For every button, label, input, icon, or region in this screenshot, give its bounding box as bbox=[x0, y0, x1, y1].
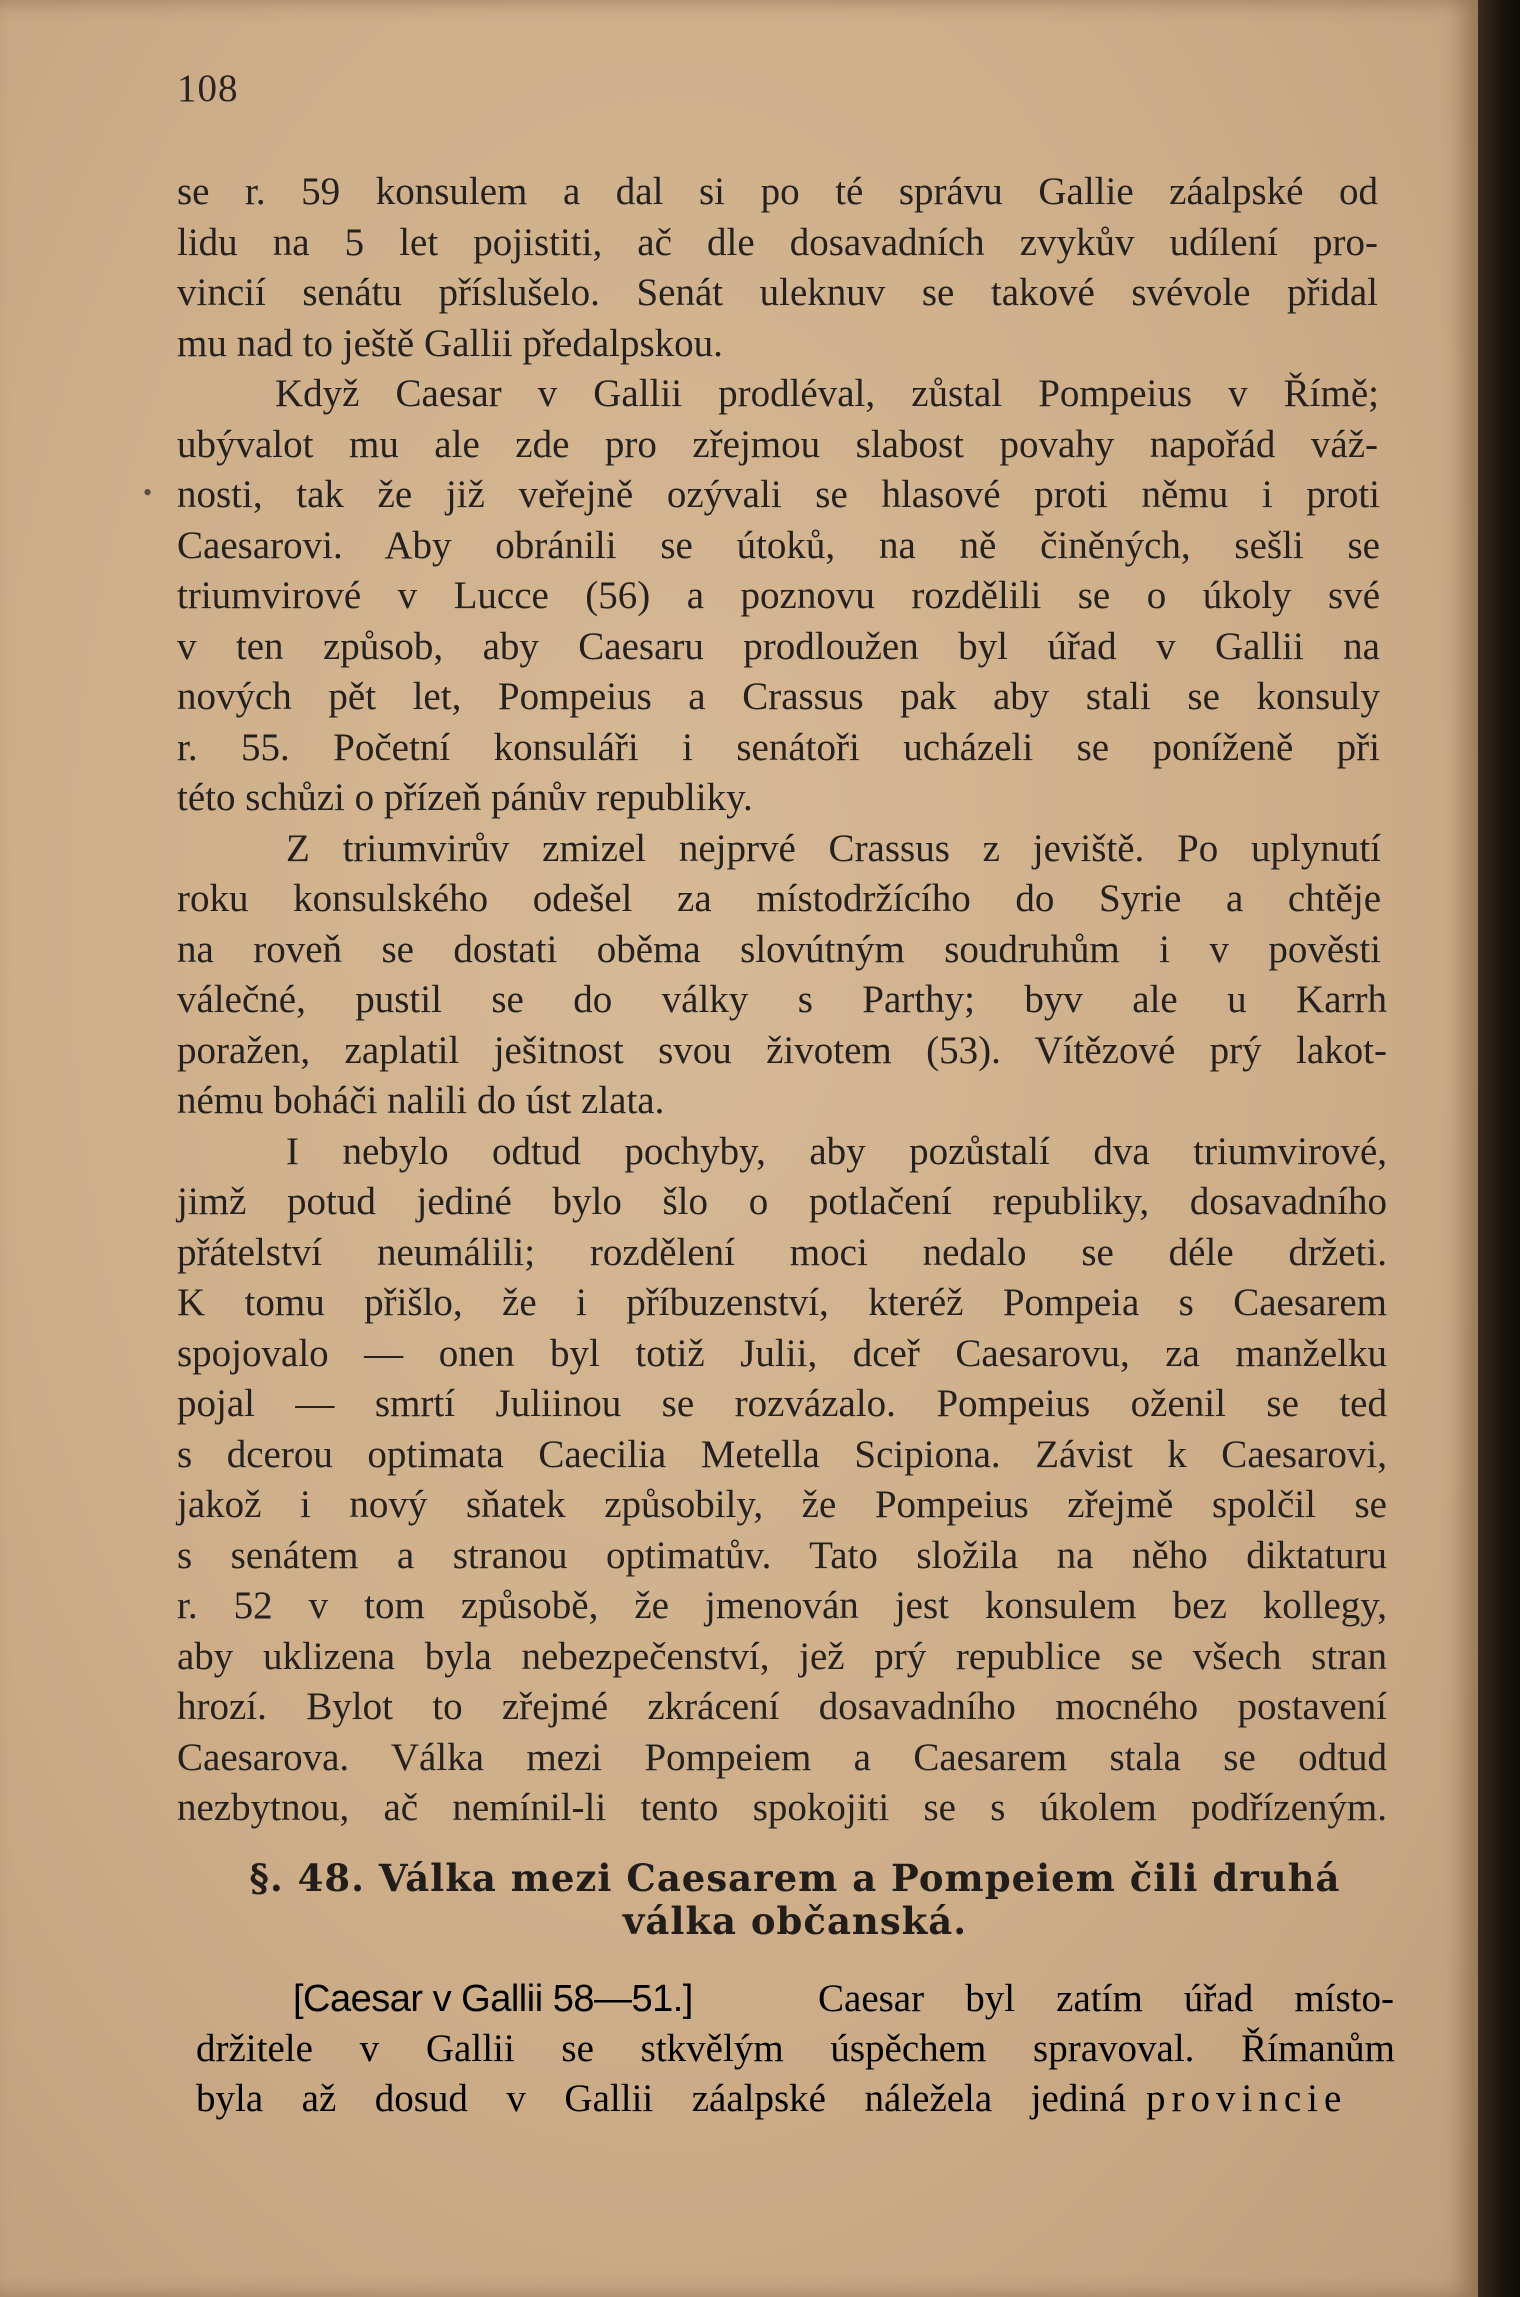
emphasized-word: provincie bbox=[1146, 2077, 1348, 2120]
text-line: triumvirové v Lucce (56) a poznovu rozdělili se o úkoly své bbox=[177, 574, 1380, 617]
text-line: ubývalot mu ale zde pro zřejmou slabost povahy napořád váž- bbox=[177, 423, 1378, 466]
text-line: spojovalo — onen byl totiž Julii, dceř Caesarovu, za manželku bbox=[177, 1332, 1387, 1375]
text-line: pojal — smrtí Juliinou se rozvázalo. Pompeius oženil se ted bbox=[177, 1382, 1387, 1425]
text-line: s senátem a stranou optimatův. Tato složila na něho diktaturu bbox=[177, 1534, 1387, 1577]
text-line: r. 52 v tom způsobě, že jmenován jest konsulem bez kollegy, bbox=[177, 1584, 1387, 1627]
text-line: Z triumvirův zmizel nejprvé Crassus z jeviště. Po uplynutí bbox=[286, 827, 1381, 870]
text-line: I nebylo odtud pochyby, aby pozůstalí dva triumvirové, bbox=[286, 1130, 1387, 1173]
text-line: nezbytnou, ač nemínil-li tento spokojiti se s úkolem podřízeným. bbox=[177, 1786, 1387, 1829]
text-line: přátelství neumálili; rozdělení moci nedalo se déle držeti. bbox=[177, 1231, 1387, 1274]
sidenote: [Caesar v Gallii 58—51.] bbox=[293, 1978, 693, 2020]
page-number: 108 bbox=[177, 67, 239, 110]
section-heading: §. 48. Válka mezi Caesarem a Pompeiem čili druhá bbox=[249, 1856, 1341, 1900]
text-line: nových pět let, Pompeius a Crassus pak aby stali se konsuly bbox=[177, 675, 1380, 718]
text-line: vincií senátu příslušelo. Senát uleknuv se takové svévole přidal bbox=[177, 271, 1378, 314]
text-line: se r. 59 konsulem a dal si po té správu Gallie záalpské od bbox=[177, 170, 1378, 213]
text-line: držitele v Gallii se stkvělým úspěchem spravoval. Římanům bbox=[196, 2027, 1395, 2070]
text-line: byla až dosud v Gallii záalpské náležela jediná bbox=[196, 2077, 1126, 2120]
text-line: jakož i nový sňatek způsobily, že Pompeius zřejmě spolčil se bbox=[177, 1483, 1387, 1526]
text-line: v ten způsob, aby Caesaru prodloužen byl úřad v Gallii na bbox=[177, 625, 1380, 668]
text-line: jimž potud jediné bylo šlo o potlačení republiky, dosavadního bbox=[177, 1180, 1387, 1223]
text-line: nosti, tak že již veřejně ozývali se hlasové proti němu i proti bbox=[177, 473, 1380, 516]
text-line: nému boháči nalili do úst zlata. bbox=[177, 1079, 665, 1122]
text-line: K tomu přišlo, že i příbuzenství, kteréž Pompeia s Caesarem bbox=[177, 1281, 1387, 1324]
margin-speck: • bbox=[143, 478, 153, 507]
text-line: aby uklizena byla nebezpečenství, jež prý republice se všech stran bbox=[177, 1635, 1387, 1678]
book-binding-edge bbox=[1478, 0, 1520, 2297]
text-line: s dcerou optimata Caecilia Metella Scipiona. Závist k Caesarovi, bbox=[177, 1433, 1387, 1476]
text-line: Caesar byl zatím úřad místo- bbox=[818, 1977, 1394, 2020]
text-line: hrozí. Bylot to zřejmé zkrácení dosavadního mocného postavení bbox=[177, 1685, 1387, 1728]
section-heading-continuation: válka občanská. bbox=[622, 1899, 968, 1943]
text-line: na roveň se dostati oběma slovútným soudruhům i v pověsti bbox=[177, 928, 1381, 971]
text-line: r. 55. Početní konsuláři i senátoři ucházeli se poníženě při bbox=[177, 726, 1380, 769]
text-line: Caesarovi. Aby obránili se útoků, na ně činěných, sešli se bbox=[177, 524, 1380, 567]
text-line: Caesarova. Válka mezi Pompeiem a Caesarem stala se odtud bbox=[177, 1736, 1387, 1779]
text-line: Když Caesar v Gallii prodléval, zůstal Pompeius v Římě; bbox=[275, 372, 1379, 415]
text-line: mu nad to ještě Gallii předalpskou. bbox=[177, 322, 723, 365]
text-line: lidu na 5 let pojistiti, ač dle dosavadních zvykův udílení pro- bbox=[177, 221, 1378, 264]
text-line: roku konsulského odešel za místodržícího do Syrie a chtěje bbox=[177, 877, 1381, 920]
text-line: poražen, zaplatil ješitnost svou životem (53). Vítězové prý lakot- bbox=[177, 1029, 1387, 1072]
text-line: této schůzi o přízeň pánův republiky. bbox=[177, 776, 753, 819]
text-line: válečné, pustil se do války s Parthy; byv ale u Karrh bbox=[177, 978, 1387, 1021]
